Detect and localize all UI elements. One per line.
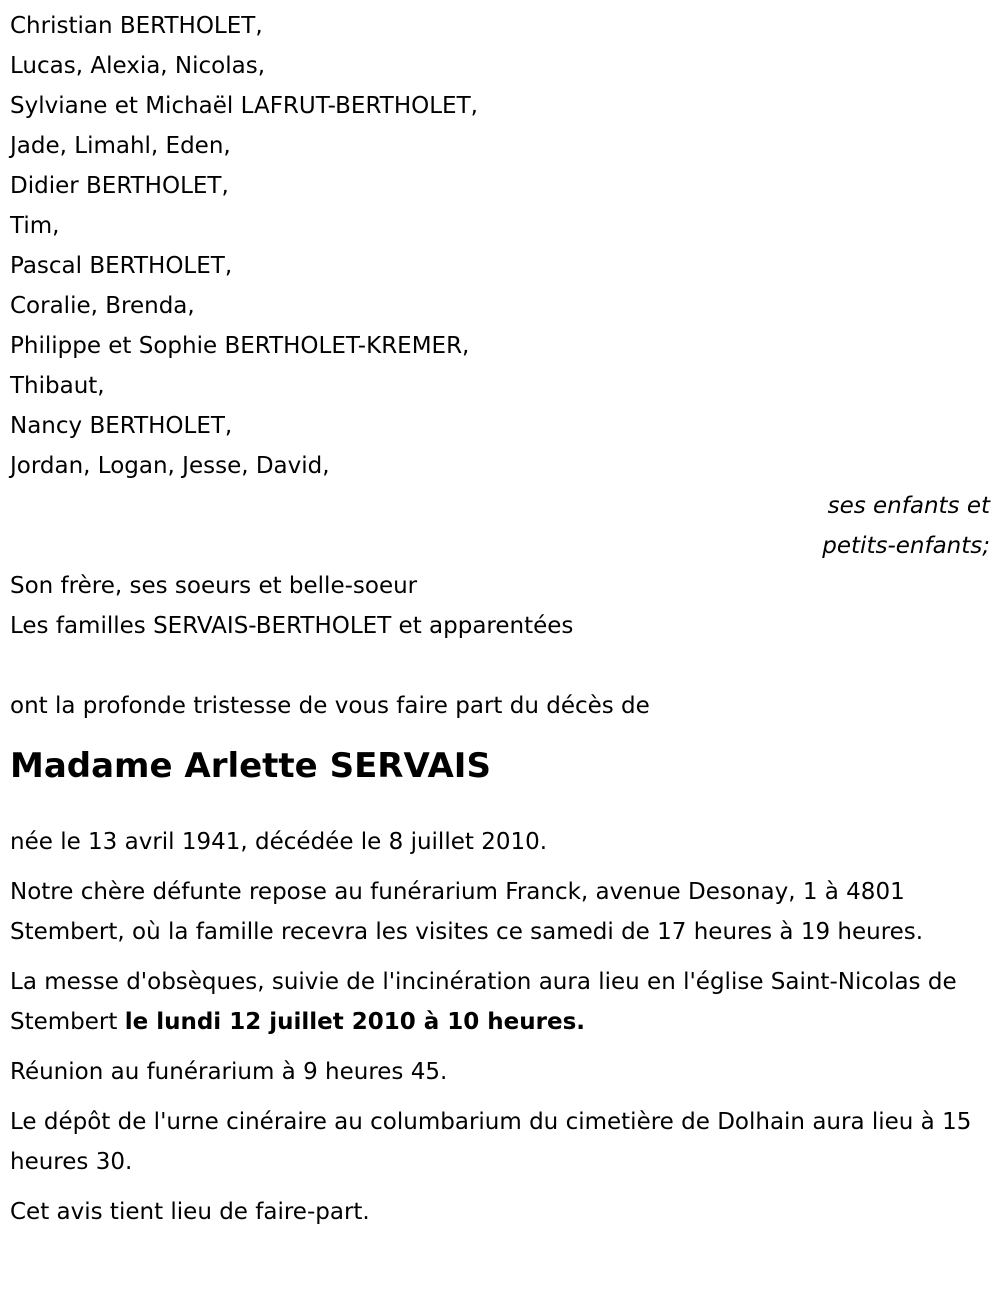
mass-paragraph <box>10 962 990 1042</box>
family-line: Lucas, Alexia, Nicolas, <box>10 53 266 79</box>
family-line: Nancy BERTHOLET, <box>10 413 233 439</box>
meeting-paragraph: Réunion au funérarium à 9 heures 45. <box>10 1059 448 1085</box>
mass-date: le lundi 12 juillet 2010 à 10 heures. <box>124 1009 585 1035</box>
mass-text: La messe d'obsèques, suivie de l'incinération aura lieu en l'église Saint-Nicolas de Stembert <box>10 969 957 1035</box>
deceased-name: Madame Arlette SERVAIS <box>10 746 491 786</box>
other-relatives: Son frère, ses soeurs et belle-soeur <box>10 573 418 599</box>
family-line: Thibaut, <box>10 373 105 399</box>
family-list <box>10 6 990 486</box>
family-line: Coralie, Brenda, <box>10 293 195 319</box>
family-line: Tim, <box>10 213 60 239</box>
family-line: Didier BERTHOLET, <box>10 173 229 199</box>
family-line: Philippe et Sophie BERTHOLET-KREMER, <box>10 333 470 359</box>
notice-paragraph: Cet avis tient lieu de faire-part. <box>10 1199 370 1225</box>
family-line: Jordan, Logan, Jesse, David, <box>10 453 330 479</box>
relation-label: ses enfants et <box>827 493 990 519</box>
family-line: Sylviane et Michaël LAFRUT-BERTHOLET, <box>10 93 478 119</box>
relation-label: petits-enfants; <box>822 533 990 559</box>
family-line: Pascal BERTHOLET, <box>10 253 233 279</box>
dates-paragraph: née le 13 avril 1941, décédée le 8 juillet 2010. <box>10 829 548 855</box>
other-relatives: Les familles SERVAIS-BERTHOLET et apparentées <box>10 613 574 639</box>
announcement: ont la profonde tristesse de vous faire part du décès de <box>10 693 650 719</box>
urn-paragraph: Le dépôt de l'urne cinéraire au columbarium du cimetière de Dolhain aura lieu à 15 heures 30. <box>10 1109 972 1175</box>
family-line: Jade, Limahl, Eden, <box>10 133 231 159</box>
family-line: Christian BERTHOLET, <box>10 13 263 39</box>
rest-paragraph: Notre chère défunte repose au funérarium Franck, avenue Desonay, 1 à 4801 Stembert, où la famille recevra les visites ce samedi de 17 heures à 19 heures. <box>10 879 924 945</box>
